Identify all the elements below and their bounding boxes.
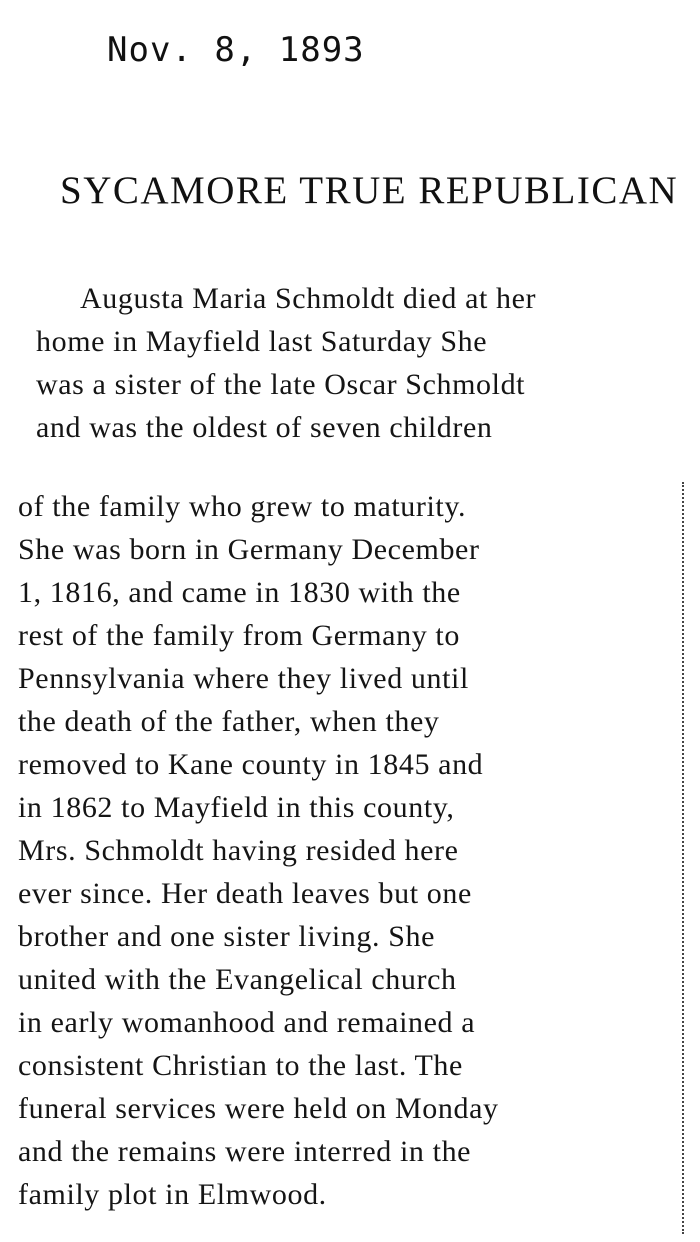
- article-line: rest of the family from Germany to: [18, 619, 460, 652]
- article-clipping-bottom: [0, 476, 700, 1242]
- article-line: Augusta Maria Schmoldt died at her: [80, 282, 537, 315]
- article-line: and the remains were interred in the: [18, 1135, 472, 1168]
- newspaper-title: SYCAMORE TRUE REPUBLICAN: [60, 169, 679, 212]
- article-line: Pennsylvania where they lived until: [18, 662, 469, 695]
- article-line: removed to Kane county in 1845 and: [18, 748, 484, 781]
- article-line: in 1862 to Mayfield in this county,: [18, 791, 455, 824]
- article-line: the death of the father, when they: [18, 705, 440, 738]
- column-rule: [682, 482, 684, 1234]
- article-line: united with the Evangelical church: [18, 963, 457, 996]
- article-line: home in Mayfield last Saturday She: [36, 325, 488, 358]
- article-line: Mrs. Schmoldt having resided here: [18, 834, 459, 867]
- article-line: was a sister of the late Oscar Schmoldt: [36, 368, 526, 401]
- article-line: funeral services were held on Monday: [18, 1092, 499, 1125]
- article-line: in early womanhood and remained a: [18, 1006, 476, 1039]
- article-line: consistent Christian to the last. The: [18, 1049, 463, 1082]
- article-line: brother and one sister living. She: [18, 920, 435, 953]
- article-line: She was born in Germany December: [18, 533, 480, 566]
- article-line: 1, 1816, and came in 1830 with the: [18, 576, 461, 609]
- article-line: of the family who grew to maturity.: [18, 490, 467, 523]
- article-line: and was the oldest of seven children: [36, 411, 493, 444]
- article-clipping-top: [0, 274, 700, 464]
- article-line: ever since. Her death leaves but one: [18, 877, 472, 910]
- clipping-date: Nov. 8, 1893: [107, 30, 365, 70]
- article-line: family plot in Elmwood.: [18, 1178, 327, 1211]
